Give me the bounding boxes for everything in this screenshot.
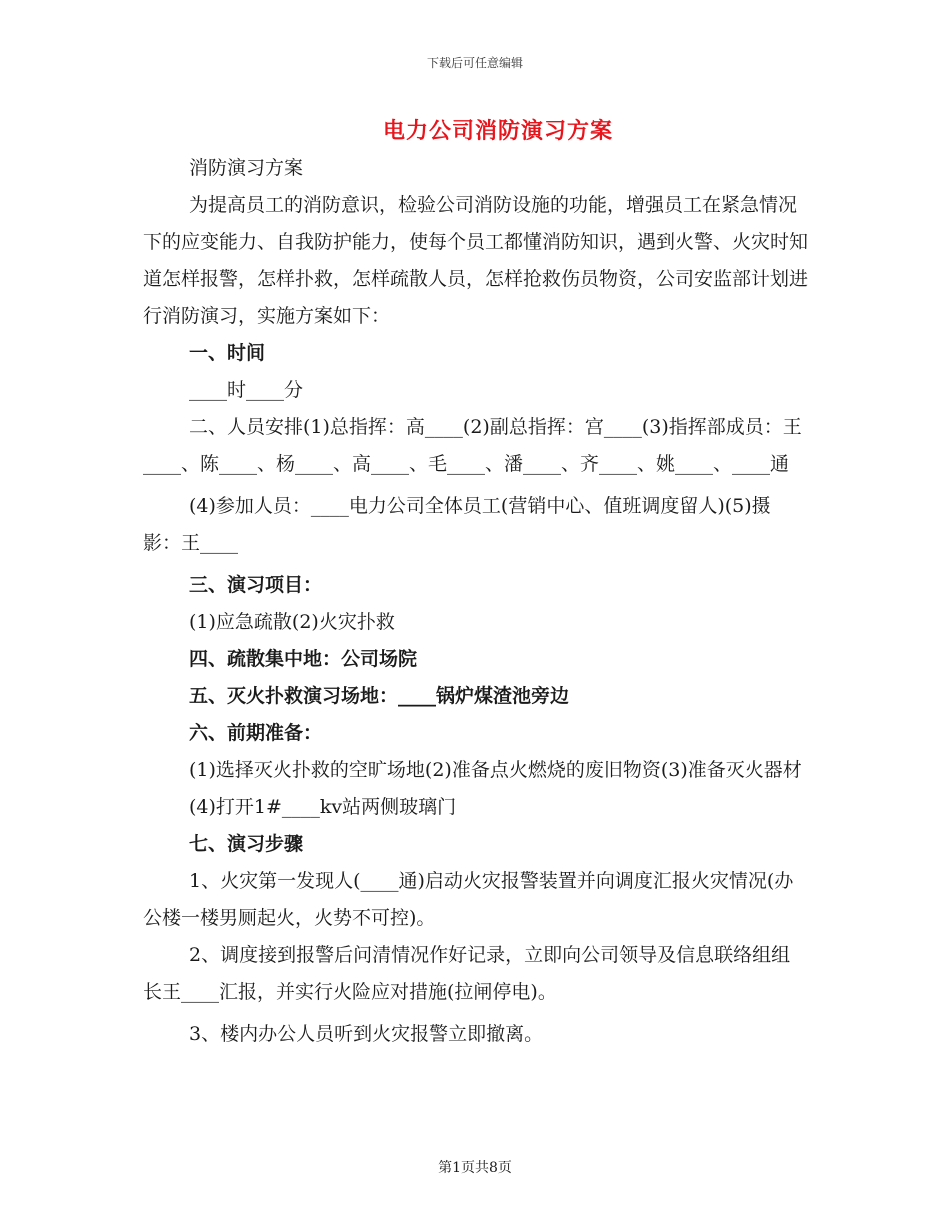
page-header: 下载后可任意编辑 xyxy=(426,56,523,70)
paragraph-step-2: 2、调度接到报警后问清情况作好记录，立即向公司领导及信息联络组组长王____汇报，并实行火险应对措施(拉闸停电)。 xyxy=(143,944,791,1003)
paragraph-intro: 为提高员工的消防意识，检验公司消防设施的功能，增强员工在紧急情况下的应变能力、自我防护能力，使每个员工都懂消防知识，遇到火警、火灾时知道怎样报警，怎样扑救，怎样疏散人员，怎样抢救伤员物资，公司安监部计划进行消防演习，实施方案如下： xyxy=(143,194,809,327)
paragraph-drill-items: (1)应急疏散(2)火灾扑救 xyxy=(189,611,395,633)
heading-assembly-point: 四、疏散集中地：公司场院 xyxy=(189,648,418,670)
paragraph-staffing: 二、人员安排(1)总指挥：高____(2)副总指挥：宫____(3)指挥部成员：王____、陈____、杨____、高____、毛____、潘____、齐____、姚____、____通 xyxy=(143,416,802,475)
paragraph-subtitle: 消防演习方案 xyxy=(189,157,304,179)
heading-preparation: 六、前期准备： xyxy=(189,722,323,744)
paragraph-step-1: 1、火灾第一发现人(____通)启动火灾报警装置并向调度汇报火灾情况(办公楼一楼男厕起火，火势不可控)。 xyxy=(143,870,794,929)
paragraph-open-doors: (4)打开1#____kv站两侧玻璃门 xyxy=(189,796,457,818)
page-footer: 第1页共8页 xyxy=(438,1160,512,1176)
heading-drill-items: 三、演习项目： xyxy=(189,574,323,596)
heading-drill-site: 五、灭火扑救演习场地：____锅炉煤渣池旁边 xyxy=(189,685,570,707)
heading-time: 一、时间 xyxy=(189,342,266,364)
document-title: 电力公司消防演习方案 xyxy=(382,118,613,144)
heading-drill-steps: 七、演习步骤 xyxy=(189,833,304,855)
paragraph-time: ____时____分 xyxy=(189,379,304,401)
paragraph-participants: (4)参加人员：____电力公司全体员工(营销中心、值班调度留人)(5)摄影：王____ xyxy=(143,495,771,554)
paragraph-preparation: (1)选择灭火扑救的空旷场地(2)准备点火燃烧的废旧物资(3)准备灭火器材 xyxy=(189,759,802,781)
document-body xyxy=(143,150,808,1053)
paragraph-step-3: 3、楼内办公人员听到火灾报警立即撤离。 xyxy=(189,1023,544,1045)
